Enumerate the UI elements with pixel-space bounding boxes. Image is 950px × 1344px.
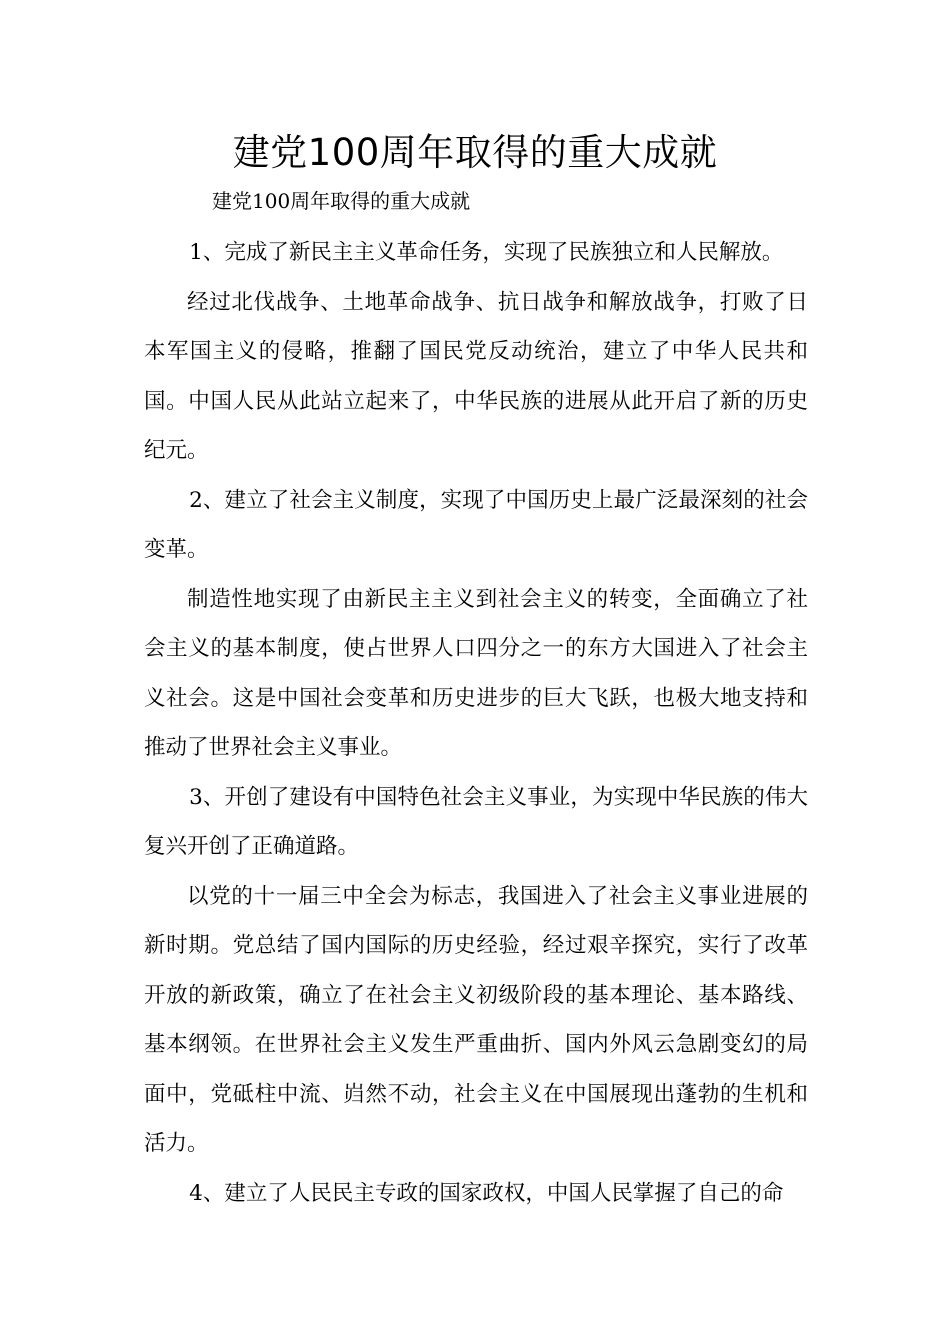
document-title: 建党100周年取得的重大成就 <box>232 131 718 174</box>
paragraph-heading-2: 2、建立了社会主义制度，实现了中国历史上最广泛最深刻的社会变革。 <box>144 487 808 562</box>
paragraph-heading-4: 4、建立了人民民主专政的国家政权，中国人民掌握了自己的命 <box>189 1180 784 1206</box>
paragraph-heading-1: 1、完成了新民主主义革命任务，实现了民族独立和人民解放。 <box>189 240 784 265</box>
paragraph: 制造性地实现了由新民主主义到社会主义的转变，全面确立了社会主义的基本制度，使占世界人口四分之一的东方大国进入了社会主义社会。这是中国社会变革和历史进步的巨大飞跃，也极大地支持和推动了世界社会主义事业。 <box>144 586 808 760</box>
document-subtitle: 建党100周年取得的重大成就 <box>212 189 471 213</box>
document-body <box>144 228 808 1218</box>
paragraph: 经过北伐战争、土地革命战争、抗日战争和解放战争，打败了日本军国主义的侵略，推翻了国民党反动统治，建立了中华人民共和国。中国人民从此站立起来了，中华民族的进展从此开启了新的历史纪元。 <box>144 289 808 463</box>
paragraph-heading-3: 3、开创了建设有中国特色社会主义事业，为实现中华民族的伟大复兴开创了正确道路。 <box>144 784 808 859</box>
paragraph: 以党的十一届三中全会为标志，我国进入了社会主义事业进展的新时期。党总结了国内国际的历史经验，经过艰辛探究，实行了改革开放的新政策，确立了在社会主义初级阶段的基本理论、基本路线、基本纲领。在世界社会主义发生严重曲折、国内外风云急剧变幻的局面中，党砥柱中流、岿然不动，社会主义在中国展现出蓬勃的生机和活力。 <box>144 883 808 1156</box>
